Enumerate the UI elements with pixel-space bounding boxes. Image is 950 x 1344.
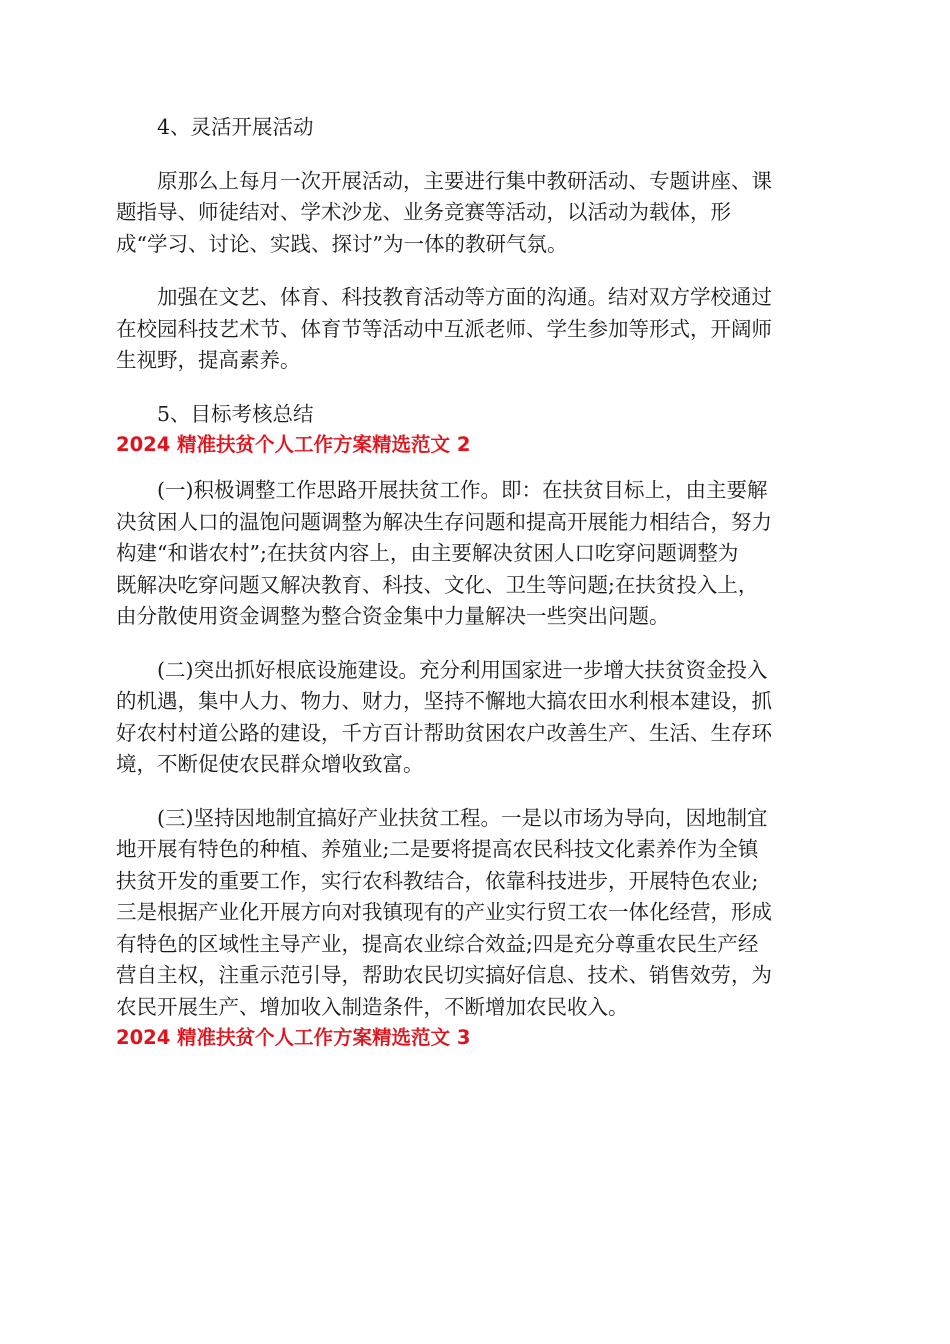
- paragraph-two: [116, 655, 836, 781]
- paragraph-line: 营自主权，注重示范引导，帮助农民切实搞好信息、技术、销售效劳，为: [116, 963, 772, 987]
- paragraph-one: [116, 475, 836, 633]
- section-heading-2: 2024 精准扶贫个人工作方案精选范文 2: [116, 433, 471, 456]
- paragraph-line: 农民开展生产、增加收入制造条件，不断增加农民收入。: [116, 994, 629, 1019]
- paragraph-line: 的机遇，集中人力、物力、财力，坚持不懈地大搞农田水利根本建设，抓: [116, 689, 772, 713]
- paragraph-line: 成“学习、讨论、实践、探讨”为一体的教研气氛。: [116, 231, 568, 256]
- paragraph-line: 有特色的区域性主导产业，提高农业综合效益;四是充分尊重农民生产经: [116, 931, 759, 956]
- paragraph-line: 构建“和谐农村”;在扶贫内容上，由主要解决贫困人口吃穿问题调整为: [116, 541, 739, 565]
- paragraph-line: 在校园科技艺术节、体育节等活动中互派老师、学生参加等形式，开阔师: [116, 316, 772, 341]
- paragraph-line: 生视野，提高素养。: [116, 348, 301, 372]
- paragraph-line: 原那么上每月一次开展活动，主要进行集中教研活动、专题讲座、课: [157, 168, 772, 193]
- paragraph-line: 由分散使用资金调整为整合资金集中力量解决一些突出问题。: [116, 604, 670, 628]
- document-page: [116, 112, 836, 1053]
- paragraph-activity: [116, 166, 836, 261]
- paragraph-line: 地开展有特色的种植、养殖业;二是要将提高农民科技文化素养作为全镇: [116, 837, 759, 861]
- paragraph-line: (三)坚持因地制宜搞好产业扶贫工程。一是以市场为导向，因地制宜: [157, 805, 768, 830]
- paragraph-line: 境，不断促使农民群众增收致富。: [116, 752, 424, 776]
- item-4-label: 4、灵活开展活动: [157, 115, 314, 139]
- paragraph-culture: [116, 282, 836, 377]
- paragraph-line: (一)积极调整工作思路开展扶贫工作。即：在扶贫目标上，由主要解: [157, 478, 768, 502]
- paragraph-line: 题指导、师徒结对、学术沙龙、业务竞赛等活动，以活动为载体，形: [116, 200, 731, 224]
- paragraph-line: 既解决吃穿问题又解决教育、科技、文化、卫生等问题;在扶贫投入上，: [116, 572, 759, 597]
- item-5-label: 5、目标考核总结: [157, 401, 314, 426]
- paragraph-line: 三是根据产业化开展方向对我镇现有的产业实行贸工农一体化经营，形成: [116, 900, 772, 924]
- paragraph-line: 扶贫开发的重要工作，实行农科教结合，依靠科技进步，开展特色农业;: [116, 868, 759, 893]
- section-heading-3: 2024 精准扶贫个人工作方案精选范文 3: [116, 1026, 471, 1049]
- paragraph-three: [116, 803, 836, 1024]
- paragraph-line: (二)突出抓好根底设施建设。充分利用国家进一步增大扶贫资金投入: [157, 657, 768, 682]
- paragraph-line: 决贫困人口的温饱问题调整为解决生存问题和提高开展能力相结合，努力: [116, 509, 772, 534]
- paragraph-line: 好农村村道公路的建设，千方百计帮助贫困农户改善生产、生活、生存环: [116, 720, 772, 745]
- paragraph-line: 加强在文艺、体育、科技教育活动等方面的沟通。结对双方学校通过: [157, 285, 772, 309]
